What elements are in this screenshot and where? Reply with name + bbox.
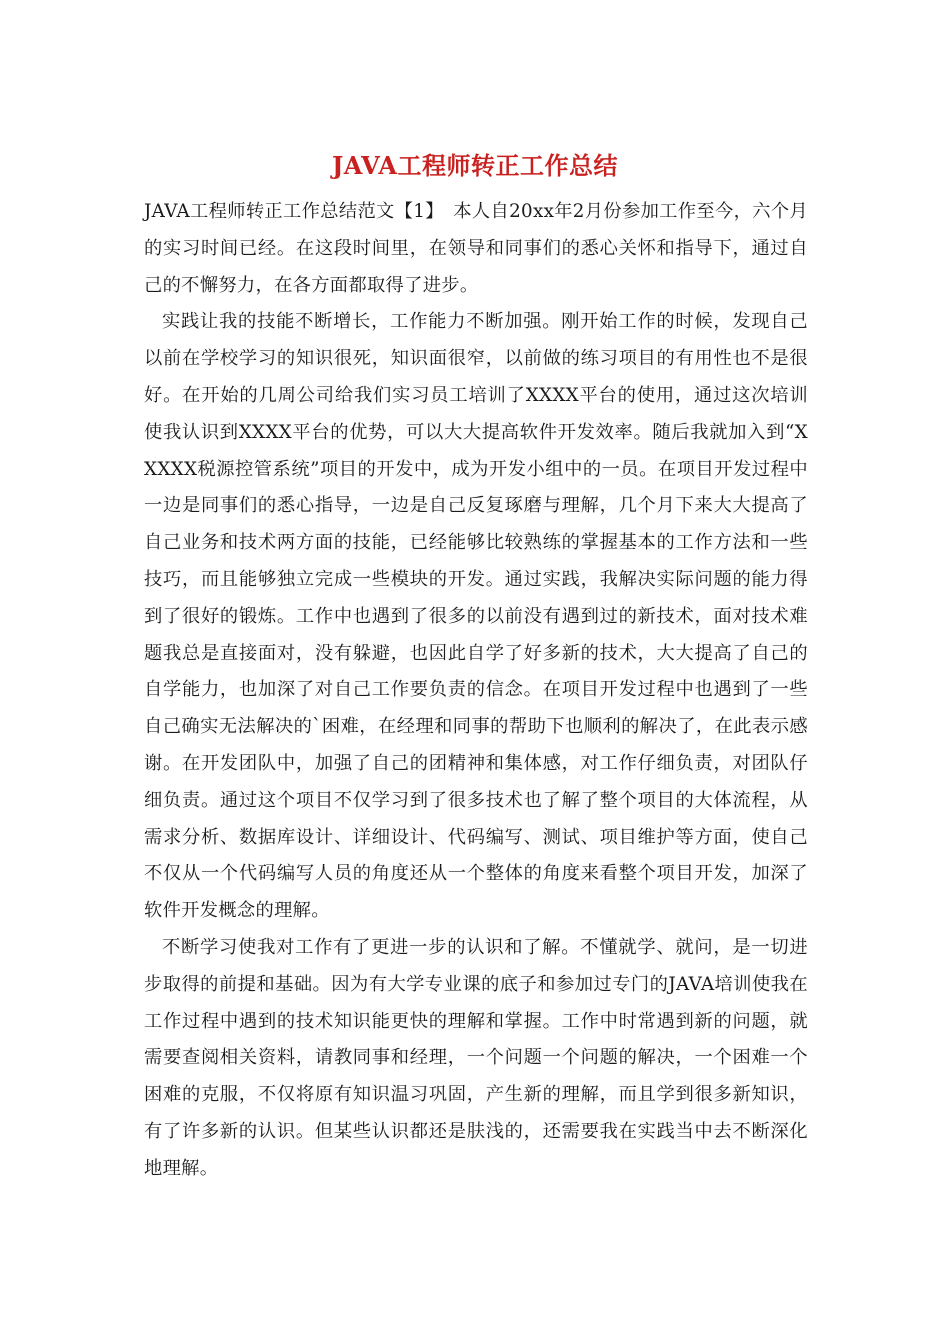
paragraph-3: 不断学习使我对工作有了更进一步的认识和了解。不懂就学、就问，是一切进步取得的前提和基础。因为有大学专业课的底子和参加过专门的JAVA培训使我在工作过程中遇到的技术知识能更快的理解和掌握。工作中时常遇到新的问题，就需要查阅相关资料，请教同事和经理，一个问题一个问题的解决，一个困难一个困难的克服，不仅将原有知识温习巩固，产生新的理解，而且学到很多新知识，有了许多新的认识。但某些认识都还是肤浅的，还需要我在实践当中去不断深化地理解。: [144, 936, 808, 1179]
paragraph-2: 实践让我的技能不断增长，工作能力不断加强。刚开始工作的时候，发现自己以前在学校学习的知识很死，知识面很窄，以前做的练习项目的有用性也不是很好。在开始的几周公司给我们实习员工培训了XXXX平台的使用，通过这次培训使我认识到XXXX平台的优势，可以大大提高软件开发效率。随后我就加入到“XXXXX税源控管系统”项目的开发中，成为开发小组中的一员。在项目开发过程中一边是同事们的悉心指导，一边是自己反复琢磨与理解，几个月下来大大提高了自己业务和技术两方面的技能，已经能够比较熟练的掌握基本的工作方法和一些技巧，而且能够独立完成一些模块的开发。通过实践，我解决实际问题的能力得到了很好的锻炼。工作中也遇到了很多的以前没有遇到过的新技术，面对技术难题我总是直接面对，没有躲避，也因此自学了好多新的技术，大大提高了自己的自学能力，也加深了对自己工作要负责的信念。在项目开发过程中也遇到了一些自己确实无法解决的`困难，在经理和同事的帮助下也顺利的解决了，在此表示感谢。在开发团队中，加强了自己的团精神和集体感，对工作仔细负责，对团队仔细负责。通过这个项目不仅学习到了很多技术也了解了整个项目的大体流程，从需求分析、数据库设计、详细设计、代码编写、测试、项目维护等方面，使自己不仅从一个代码编写人员的角度还从一个整体的角度来看整个项目开发，加深了软件开发概念的理解。: [144, 311, 808, 922]
document-body: [144, 194, 808, 1188]
document-title: JAVA工程师转正工作总结: [331, 151, 619, 180]
paragraph-1: JAVA工程师转正工作总结范文【1】 本人自20xx年2月份参加工作至今，六个月的实习时间已经。在这段时间里，在领导和同事们的悉心关怀和指导下，通过自己的不懈努力，在各方面都取得了进步。: [144, 201, 808, 296]
